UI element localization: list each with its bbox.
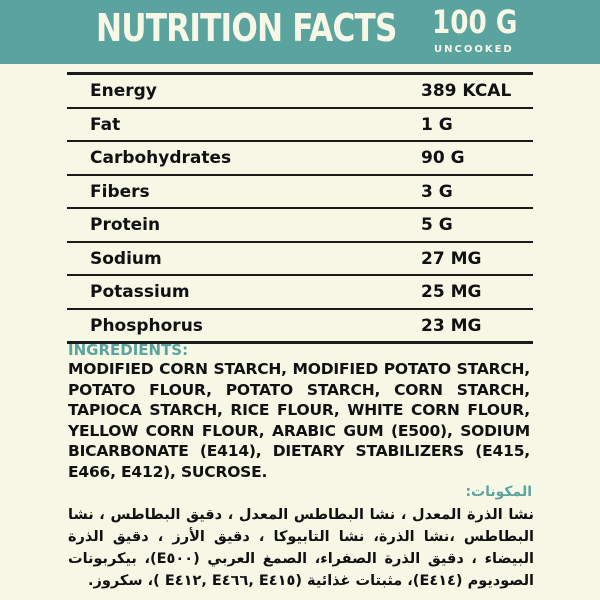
table-row [67, 176, 533, 210]
nutrient-name: Phosphorus [90, 315, 203, 336]
table-row [67, 142, 533, 176]
ingredients-heading: INGREDIENTS: [68, 341, 189, 359]
table-row [67, 310, 533, 345]
ingredients-text: MODIFIED CORN STARCH, MODIFIED POTATO STARCH, POTATO FLOUR, POTATO STARCH, CORN STARCH, TAPIOCA STARCH, RICE FLOUR, WHITE CORN FLOUR, YELLOW CORN FLOUR, ARABIC GUM (E500), SODIUM BICARBONATE (E414), DIETARY STABILIZERS (E415, E466, E412), SUCROSE. [68, 360, 530, 481]
table-row [67, 276, 533, 310]
ingredients-heading-arabic: المكونات: [465, 484, 532, 500]
nutrient-name: Sodium [90, 248, 162, 269]
nutrient-name: Carbohydrates [90, 148, 232, 168]
nutrition-table [67, 72, 533, 344]
table-row [67, 209, 533, 243]
nutrient-value: 1 G [421, 114, 453, 135]
ingredients-text-arabic: نشا الذرة المعدل ، نشا البطاطس المعدل ، دقيق البطاطس ، نشا البطاطس ،نشا الذرة، نشا التابيوكا ، دقيق الأرز ، دقيق الذرة البيضاء ، دقيق الذرة الصفراء، الصمغ العربي (E٥٠٠)، بيكربونات الصوديوم (E٤١٤)، مثبتات غذائية (E٤١٥ ,E٤٦٦ ,E٤١٢ )، سكروز. [68, 507, 535, 589]
nutrient-name: Energy [90, 81, 157, 101]
page-title: NUTRITION FACTS [96, 6, 397, 50]
serving-amount: 100 G [432, 3, 518, 41]
table-row [67, 243, 533, 277]
nutrient-value: 3 G [421, 181, 453, 202]
nutrient-value: 90 G [421, 148, 465, 168]
nutrient-value: 27 MG [421, 248, 482, 269]
table-row [67, 109, 533, 143]
serving-unit: UNCOOKED [434, 44, 514, 55]
table-row [67, 75, 533, 109]
nutrient-value: 23 MG [421, 315, 482, 336]
nutrient-value: 25 MG [421, 282, 482, 302]
nutrient-value: 389 KCAL [421, 81, 512, 101]
nutrient-value: 5 G [421, 215, 453, 235]
nutrient-name: Protein [90, 215, 161, 235]
header-banner [0, 0, 600, 64]
nutrient-name: Potassium [90, 282, 190, 302]
nutrient-name: Fibers [90, 181, 150, 202]
nutrient-name: Fat [90, 114, 121, 135]
